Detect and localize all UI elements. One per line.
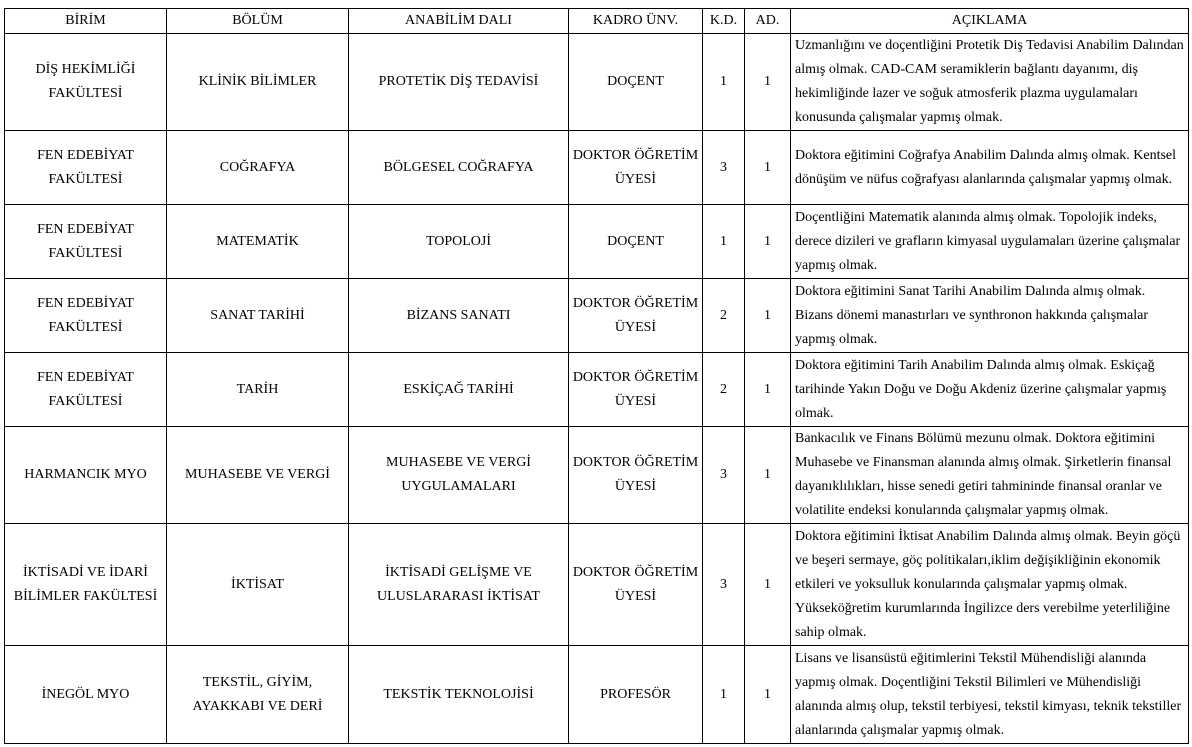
cell-anabilim-dali: TOPOLOJİ bbox=[349, 205, 569, 279]
cell-kadro-unvani: PROFESÖR bbox=[569, 646, 703, 744]
cell-anabilim-dali: PROTETİK DİŞ TEDAVİSİ bbox=[349, 34, 569, 131]
cell-ad: 1 bbox=[745, 353, 791, 427]
header-kd: K.D. bbox=[703, 9, 745, 34]
header-birim: BİRİM bbox=[5, 9, 167, 34]
cell-kadro-unvani: DOÇENT bbox=[569, 34, 703, 131]
cell-kd: 3 bbox=[703, 427, 745, 524]
cell-kd: 1 bbox=[703, 34, 745, 131]
cell-ad: 1 bbox=[745, 524, 791, 646]
cell-bolum: MUHASEBE VE VERGİ bbox=[167, 427, 349, 524]
cell-aciklama: Bankacılık ve Finans Bölümü mezunu olmak. Doktora eğitimini Muhasebe ve Finansman alanında almış olmak. Şirketlerin finansal dayanıklılıkları, hisse senedi getiri tahmininde finansal oranlar ve volatilite endeksi konularında çalışmalar yapmış olmak. bbox=[791, 427, 1189, 524]
table-row bbox=[5, 205, 1189, 279]
cell-kadro-unvani: DOÇENT bbox=[569, 205, 703, 279]
cell-birim: FEN EDEBİYAT FAKÜLTESİ bbox=[5, 205, 167, 279]
cell-kd: 1 bbox=[703, 205, 745, 279]
cell-bolum: COĞRAFYA bbox=[167, 131, 349, 205]
cell-bolum: MATEMATİK bbox=[167, 205, 349, 279]
cell-aciklama: Doktora eğitimini Sanat Tarihi Anabilim Dalında almış olmak. Bizans dönemi manastırları ve synthronon hakkında çalışmalar yapmış olmak. bbox=[791, 279, 1189, 353]
table-row bbox=[5, 427, 1189, 524]
table-row bbox=[5, 646, 1189, 744]
cell-bolum: SANAT TARİHİ bbox=[167, 279, 349, 353]
position-listing-table bbox=[4, 8, 1189, 744]
cell-kd: 2 bbox=[703, 279, 745, 353]
table-header-row bbox=[5, 9, 1189, 34]
cell-bolum: TARİH bbox=[167, 353, 349, 427]
cell-kd: 3 bbox=[703, 524, 745, 646]
header-bolum: BÖLÜM bbox=[167, 9, 349, 34]
cell-anabilim-dali: MUHASEBE VE VERGİ UYGULAMALARI bbox=[349, 427, 569, 524]
cell-bolum: TEKSTİL, GİYİM, AYAKKABI VE DERİ bbox=[167, 646, 349, 744]
cell-kadro-unvani: DOKTOR ÖĞRETİM ÜYESİ bbox=[569, 131, 703, 205]
header-kadro-unvani: KADRO ÜNV. bbox=[569, 9, 703, 34]
cell-birim: HARMANCIK MYO bbox=[5, 427, 167, 524]
cell-kd: 1 bbox=[703, 646, 745, 744]
cell-anabilim-dali: BÖLGESEL COĞRAFYA bbox=[349, 131, 569, 205]
table-row bbox=[5, 131, 1189, 205]
table-row bbox=[5, 524, 1189, 646]
cell-ad: 1 bbox=[745, 34, 791, 131]
header-anabilim-dali: ANABİLİM DALI bbox=[349, 9, 569, 34]
cell-ad: 1 bbox=[745, 427, 791, 524]
cell-kadro-unvani: DOKTOR ÖĞRETİM ÜYESİ bbox=[569, 427, 703, 524]
cell-aciklama: Doktora eğitimini İktisat Anabilim Dalında almış olmak. Beyin göçü ve beşeri sermaye, göç politikaları,iklim değişikliğinin ekonomik etkileri ve yoksulluk konularında çalışmalar yapmış olmak. Yükseköğretim kurumlarında İngilizce ders verebilme yeterliliğine sahip olmak. bbox=[791, 524, 1189, 646]
cell-kadro-unvani: DOKTOR ÖĞRETİM ÜYESİ bbox=[569, 279, 703, 353]
cell-ad: 1 bbox=[745, 279, 791, 353]
cell-birim: DİŞ HEKİMLİĞİ FAKÜLTESİ bbox=[5, 34, 167, 131]
cell-bolum: KLİNİK BİLİMLER bbox=[167, 34, 349, 131]
cell-kadro-unvani: DOKTOR ÖĞRETİM ÜYESİ bbox=[569, 524, 703, 646]
cell-kadro-unvani: DOKTOR ÖĞRETİM ÜYESİ bbox=[569, 353, 703, 427]
cell-ad: 1 bbox=[745, 205, 791, 279]
cell-anabilim-dali: ESKİÇAĞ TARİHİ bbox=[349, 353, 569, 427]
cell-anabilim-dali: BİZANS SANATI bbox=[349, 279, 569, 353]
cell-birim: FEN EDEBİYAT FAKÜLTESİ bbox=[5, 353, 167, 427]
cell-birim: İNEGÖL MYO bbox=[5, 646, 167, 744]
cell-aciklama: Uzmanlığını ve doçentliğini Protetik Diş Tedavisi Anabilim Dalından almış olmak. CAD-CAM seramiklerin bağlantı dayanımı, diş hekimliğinde lazer ve soğuk atmosferik plazma uygulamaları konusunda çalışmalar yapmış olmak. bbox=[791, 34, 1189, 131]
header-aciklama: AÇIKLAMA bbox=[791, 9, 1189, 34]
cell-anabilim-dali: İKTİSADİ GELİŞME VE ULUSLARARASI İKTİSAT bbox=[349, 524, 569, 646]
cell-birim: FEN EDEBİYAT FAKÜLTESİ bbox=[5, 131, 167, 205]
cell-aciklama: Doktora eğitimini Tarih Anabilim Dalında almış olmak. Eskiçağ tarihinde Yakın Doğu ve Doğu Akdeniz üzerine çalışmalar yapmış olmak. bbox=[791, 353, 1189, 427]
header-ad: AD. bbox=[745, 9, 791, 34]
cell-birim: İKTİSADİ VE İDARİ BİLİMLER FAKÜLTESİ bbox=[5, 524, 167, 646]
cell-birim: FEN EDEBİYAT FAKÜLTESİ bbox=[5, 279, 167, 353]
cell-ad: 1 bbox=[745, 646, 791, 744]
cell-aciklama: Lisans ve lisansüstü eğitimlerini Tekstil Mühendisliği alanında yapmış olmak. Doçentliğini Tekstil Bilimleri ve Mühendisliği alanında almış olup, tekstil terbiyesi, tekstil kimyası, teknik tekstiller alanlarında çalışmalar yapmış olmak. bbox=[791, 646, 1189, 744]
cell-aciklama: Doktora eğitimini Coğrafya Anabilim Dalında almış olmak. Kentsel dönüşüm ve nüfus coğrafyası alanlarında çalışmalar yapmış olmak. bbox=[791, 131, 1189, 205]
table-row bbox=[5, 34, 1189, 131]
table-row bbox=[5, 279, 1189, 353]
cell-anabilim-dali: TEKSTİK TEKNOLOJİSİ bbox=[349, 646, 569, 744]
cell-bolum: İKTİSAT bbox=[167, 524, 349, 646]
cell-kd: 2 bbox=[703, 353, 745, 427]
table-row bbox=[5, 353, 1189, 427]
cell-ad: 1 bbox=[745, 131, 791, 205]
cell-aciklama: Doçentliğini Matematik alanında almış olmak. Topolojik indeks, derece dizileri ve grafların kimyasal uygulamaları üzerine çalışmalar yapmış olmak. bbox=[791, 205, 1189, 279]
cell-kd: 3 bbox=[703, 131, 745, 205]
